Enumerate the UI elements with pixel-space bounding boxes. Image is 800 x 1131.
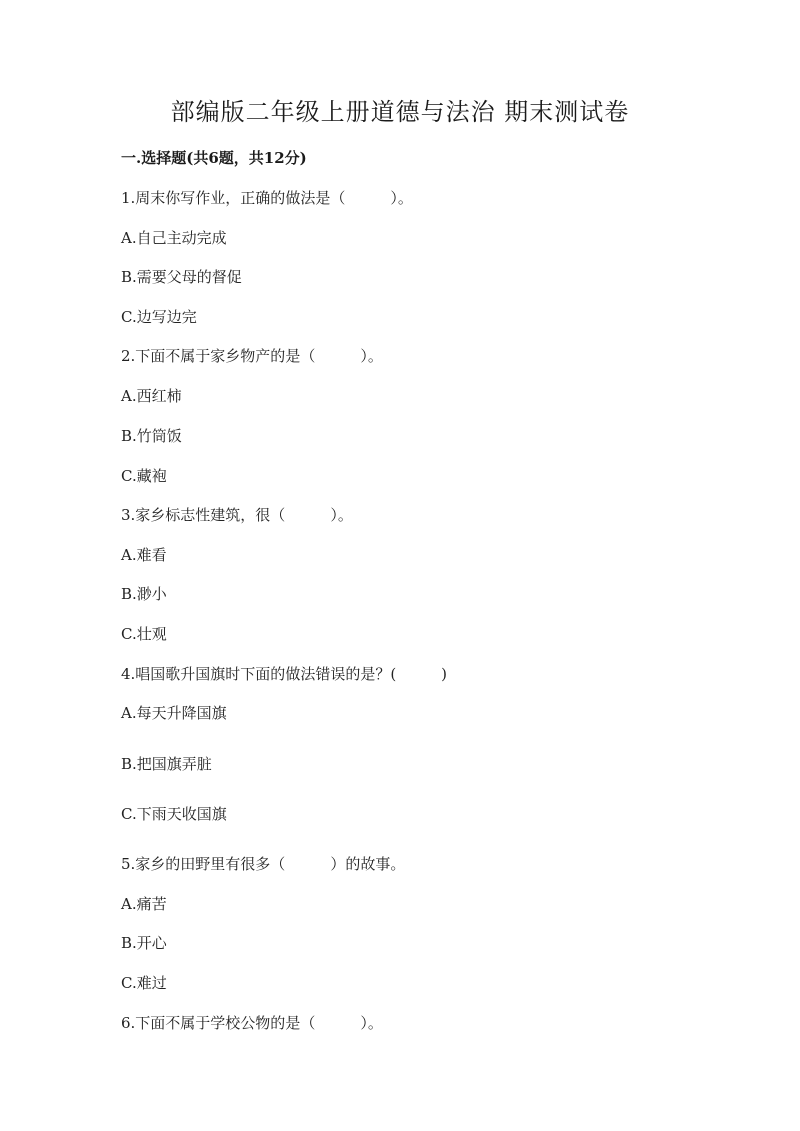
question-1-stem: 1.周末你写作业，正确的做法是（ ）。	[121, 189, 413, 207]
question-2-option-c[interactable]: C.藏袍	[121, 467, 167, 485]
question-5-option-c[interactable]: C.难过	[121, 974, 167, 992]
question-1-option-a[interactable]: A.自己主动完成	[121, 229, 227, 247]
question-4-option-c[interactable]: C.下雨天收国旗	[121, 805, 227, 823]
question-5-option-a[interactable]: A.痛苦	[121, 895, 167, 913]
question-1-option-b[interactable]: B.需要父母的督促	[121, 268, 242, 286]
question-3-option-b[interactable]: B.渺小	[121, 585, 167, 603]
question-5-stem: 5.家乡的田野里有很多（ ）的故事。	[121, 855, 406, 873]
question-2-option-a[interactable]: A.西红柿	[121, 387, 182, 405]
question-2-option-b[interactable]: B.竹筒饭	[121, 427, 182, 445]
question-4-option-a[interactable]: A.每天升降国旗	[121, 704, 227, 722]
question-3-option-a[interactable]: A.难看	[121, 546, 167, 564]
question-3-stem: 3.家乡标志性建筑，很（ ）。	[121, 506, 353, 524]
question-4-option-b[interactable]: B.把国旗弄脏	[121, 755, 212, 773]
question-1-option-c[interactable]: C.边写边完	[121, 308, 197, 326]
section-heading: 一.选择题(共6题，共12分)	[121, 149, 307, 167]
question-2-stem: 2.下面不属于家乡物产的是（ ）。	[121, 347, 383, 365]
question-6-stem: 6.下面不属于学校公物的是（ ）。	[121, 1014, 383, 1032]
question-5-option-b[interactable]: B.开心	[121, 934, 167, 952]
question-3-option-c[interactable]: C.壮观	[121, 625, 167, 643]
exam-title: 部编版二年级上册道德与法治 期末测试卷	[170, 98, 630, 126]
question-4-stem: 4.唱国歌升国旗时下面的做法错误的是？( )	[121, 665, 448, 683]
